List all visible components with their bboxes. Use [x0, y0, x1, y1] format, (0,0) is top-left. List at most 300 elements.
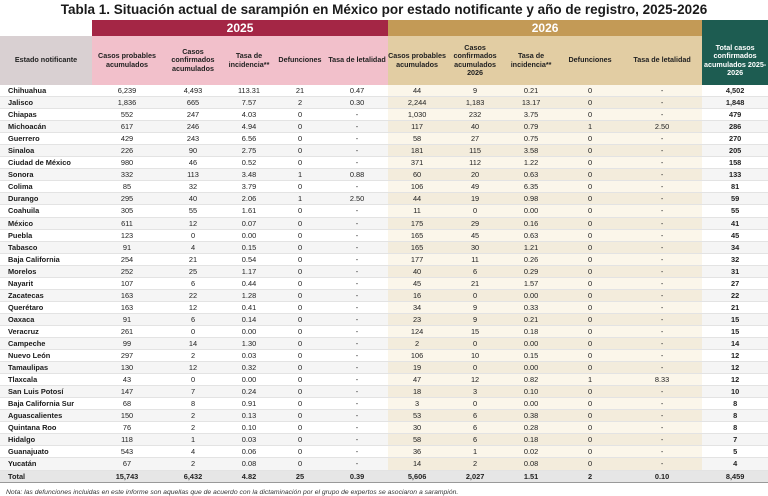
total-year-band — [702, 20, 768, 36]
total-row — [0, 470, 768, 482]
cell-2026-tasa: 0.15 — [504, 350, 558, 362]
cell-total: 8 — [702, 398, 768, 410]
cell-2025-probables: 118 — [92, 434, 162, 446]
cell-total: 158 — [702, 157, 768, 169]
table-row — [0, 85, 768, 97]
cell-total: 133 — [702, 169, 768, 181]
cell-estado: Morelos — [0, 265, 92, 277]
cell-2025-letalidad: - — [326, 157, 388, 169]
cell-2025-letalidad: - — [326, 241, 388, 253]
cell-2025-letalidad: - — [326, 398, 388, 410]
cell-2026-defunciones: 0 — [558, 386, 622, 398]
total-cell-estado: Total — [0, 470, 92, 482]
cell-2026-defunciones: 0 — [558, 325, 622, 337]
cell-2025-letalidad: - — [326, 313, 388, 325]
cell-2026-confirmados: 20 — [446, 169, 504, 181]
cell-2026-defunciones: 0 — [558, 205, 622, 217]
cell-2026-defunciones: 0 — [558, 289, 622, 301]
cell-2026-probables: 23 — [388, 313, 446, 325]
cell-2025-probables: 107 — [92, 277, 162, 289]
cell-2025-defunciones: 0 — [274, 133, 326, 145]
total-cell-2026-tasa: 1.51 — [504, 470, 558, 482]
cell-2025-letalidad: - — [326, 374, 388, 386]
cell-2025-letalidad: 0.88 — [326, 169, 388, 181]
cell-total: 12 — [702, 362, 768, 374]
cell-estado: Durango — [0, 193, 92, 205]
table-row — [0, 145, 768, 157]
cell-total: 7 — [702, 434, 768, 446]
cell-2025-defunciones: 0 — [274, 386, 326, 398]
cell-2026-defunciones: 0 — [558, 277, 622, 289]
cell-2026-confirmados: 2 — [446, 458, 504, 470]
cell-2026-letalidad: - — [622, 446, 702, 458]
table-row — [0, 241, 768, 253]
cell-2025-letalidad: - — [326, 446, 388, 458]
cell-2025-probables: 130 — [92, 362, 162, 374]
cell-2025-probables: 980 — [92, 157, 162, 169]
cell-estado: Baja California Sur — [0, 398, 92, 410]
cell-2025-defunciones: 0 — [274, 181, 326, 193]
col-header-estado: Estado notificante — [0, 36, 92, 85]
cell-2026-letalidad: 2.50 — [622, 121, 702, 133]
cell-2026-tasa: 0.10 — [504, 386, 558, 398]
cell-2026-tasa: 1.21 — [504, 241, 558, 253]
cell-2026-tasa: 0.79 — [504, 121, 558, 133]
cell-2026-letalidad: - — [622, 205, 702, 217]
cell-2026-tasa: 0.38 — [504, 410, 558, 422]
table-row — [0, 109, 768, 121]
cell-2026-tasa: 0.28 — [504, 422, 558, 434]
cell-2025-tasa: 0.00 — [224, 374, 274, 386]
cell-2025-probables: 617 — [92, 121, 162, 133]
total-cell-2025-defunciones: 25 — [274, 470, 326, 482]
cell-2025-letalidad: - — [326, 289, 388, 301]
cell-total: 12 — [702, 350, 768, 362]
cell-2026-letalidad: - — [622, 350, 702, 362]
cell-2025-confirmados: 243 — [162, 133, 224, 145]
cell-2025-probables: 43 — [92, 374, 162, 386]
cell-2026-confirmados: 112 — [446, 157, 504, 169]
cell-2025-tasa: 1.28 — [224, 289, 274, 301]
cell-2025-tasa: 0.03 — [224, 434, 274, 446]
cell-2025-defunciones: 0 — [274, 277, 326, 289]
cell-2026-tasa: 0.16 — [504, 217, 558, 229]
cell-2026-defunciones: 0 — [558, 410, 622, 422]
cell-2025-defunciones: 0 — [274, 325, 326, 337]
cell-2025-probables: 99 — [92, 337, 162, 349]
cell-2026-defunciones: 0 — [558, 265, 622, 277]
cell-2026-tasa: 0.21 — [504, 85, 558, 97]
total-cell-2026-letalidad: 0.10 — [622, 470, 702, 482]
cell-2025-tasa: 2.06 — [224, 193, 274, 205]
cell-2025-tasa: 0.10 — [224, 422, 274, 434]
cell-2026-probables: 106 — [388, 350, 446, 362]
cell-2025-letalidad: - — [326, 145, 388, 157]
table-row — [0, 313, 768, 325]
cell-total: 205 — [702, 145, 768, 157]
cell-2025-probables: 147 — [92, 386, 162, 398]
cell-2025-confirmados: 0 — [162, 325, 224, 337]
cell-2025-letalidad: - — [326, 350, 388, 362]
cell-2025-probables: 611 — [92, 217, 162, 229]
total-cell-2025-tasa: 4.82 — [224, 470, 274, 482]
cell-2026-letalidad: - — [622, 145, 702, 157]
cell-2026-defunciones: 0 — [558, 109, 622, 121]
cell-total: 15 — [702, 313, 768, 325]
table-title: Tabla 1. Situación actual de sarampión en México por estado notificante y año de registro, 2025-2026 — [60, 2, 708, 17]
cell-2026-defunciones: 0 — [558, 85, 622, 97]
cell-estado: Coahuila — [0, 205, 92, 217]
cell-2026-probables: 47 — [388, 374, 446, 386]
cell-2025-tasa: 1.61 — [224, 205, 274, 217]
cell-estado: Tabasco — [0, 241, 92, 253]
cell-estado: México — [0, 217, 92, 229]
cell-2026-probables: 2 — [388, 337, 446, 349]
cell-2026-confirmados: 11 — [446, 253, 504, 265]
cell-2026-probables: 53 — [388, 410, 446, 422]
table-row — [0, 422, 768, 434]
table-row — [0, 121, 768, 133]
cell-2026-confirmados: 9 — [446, 301, 504, 313]
col-header-2025-defunciones: Defunciones — [274, 36, 326, 85]
cell-2026-letalidad: - — [622, 109, 702, 121]
cell-2026-confirmados: 21 — [446, 277, 504, 289]
footnote: Nota: las defunciones incluidas en este informe son aquellas que de acuerdo con la dictaminación por el grupo de expertos se asociaron a sarampión. — [6, 488, 459, 496]
cell-2025-tasa: 0.07 — [224, 217, 274, 229]
cell-2025-tasa: 0.91 — [224, 398, 274, 410]
cell-2026-defunciones: 1 — [558, 374, 622, 386]
cell-2025-defunciones: 0 — [274, 458, 326, 470]
cell-2025-letalidad: - — [326, 434, 388, 446]
cell-2026-confirmados: 6 — [446, 422, 504, 434]
cell-2026-tasa: 13.17 — [504, 97, 558, 109]
cell-estado: Oaxaca — [0, 313, 92, 325]
blank-corner — [0, 20, 92, 36]
cell-2025-confirmados: 4 — [162, 241, 224, 253]
cell-2026-defunciones: 0 — [558, 337, 622, 349]
cell-2026-probables: 11 — [388, 205, 446, 217]
cell-2025-tasa: 0.08 — [224, 458, 274, 470]
cell-2025-confirmados: 4,493 — [162, 85, 224, 97]
cell-2026-tasa: 0.33 — [504, 301, 558, 313]
col-header-2026-tasa: Tasa de incidencia** — [504, 36, 558, 85]
cell-2025-tasa: 0.41 — [224, 301, 274, 313]
cell-2026-defunciones: 0 — [558, 434, 622, 446]
table-row — [0, 374, 768, 386]
cell-2025-probables: 163 — [92, 289, 162, 301]
cell-2025-tasa: 113.31 — [224, 85, 274, 97]
cell-2025-defunciones: 0 — [274, 229, 326, 241]
cell-estado: Nayarit — [0, 277, 92, 289]
cell-2026-probables: 3 — [388, 398, 446, 410]
table-row — [0, 337, 768, 349]
table-row — [0, 133, 768, 145]
cell-2026-confirmados: 0 — [446, 289, 504, 301]
cell-2026-tasa: 0.18 — [504, 434, 558, 446]
table-row — [0, 181, 768, 193]
cell-2025-letalidad: - — [326, 325, 388, 337]
cell-estado: Jalisco — [0, 97, 92, 109]
cell-2026-letalidad: - — [622, 133, 702, 145]
cell-2026-probables: 58 — [388, 434, 446, 446]
col-header-2026-probables: Casos probables acumulados — [388, 36, 446, 85]
cell-estado: Quintana Roo — [0, 422, 92, 434]
cell-total: 8 — [702, 410, 768, 422]
cell-2025-letalidad: - — [326, 181, 388, 193]
cell-2025-probables: 67 — [92, 458, 162, 470]
cell-2026-defunciones: 0 — [558, 301, 622, 313]
table-row — [0, 386, 768, 398]
cell-2025-letalidad: - — [326, 205, 388, 217]
cell-2026-probables: 181 — [388, 145, 446, 157]
cell-2026-defunciones: 0 — [558, 145, 622, 157]
cell-2025-letalidad: - — [326, 422, 388, 434]
cell-2026-confirmados: 27 — [446, 133, 504, 145]
cell-2025-probables: 91 — [92, 313, 162, 325]
cell-2026-confirmados: 1,183 — [446, 97, 504, 109]
cell-2026-letalidad: - — [622, 217, 702, 229]
col-header-2025-tasa: Tasa de incidencia** — [224, 36, 274, 85]
cell-2025-defunciones: 0 — [274, 289, 326, 301]
cell-total: 12 — [702, 374, 768, 386]
cell-2025-tasa: 3.48 — [224, 169, 274, 181]
cell-2026-probables: 165 — [388, 241, 446, 253]
cell-2025-tasa: 0.44 — [224, 277, 274, 289]
cell-2025-tasa: 0.32 — [224, 362, 274, 374]
cell-2025-letalidad: - — [326, 386, 388, 398]
cell-estado: Chihuahua — [0, 85, 92, 97]
cell-2026-confirmados: 29 — [446, 217, 504, 229]
cell-2026-letalidad: - — [622, 169, 702, 181]
table-row — [0, 301, 768, 313]
cell-estado: San Luis Potosí — [0, 386, 92, 398]
cell-2026-confirmados: 49 — [446, 181, 504, 193]
cell-2025-defunciones: 0 — [274, 253, 326, 265]
cell-2025-letalidad: - — [326, 229, 388, 241]
cell-2025-tasa: 0.15 — [224, 241, 274, 253]
cell-2025-probables: 332 — [92, 169, 162, 181]
cell-total: 14 — [702, 337, 768, 349]
cell-2025-tasa: 7.57 — [224, 97, 274, 109]
cell-2026-probables: 19 — [388, 362, 446, 374]
cell-estado: Zacatecas — [0, 289, 92, 301]
cell-2025-defunciones: 0 — [274, 217, 326, 229]
table-row — [0, 325, 768, 337]
cell-2026-defunciones: 0 — [558, 446, 622, 458]
cell-2026-confirmados: 45 — [446, 229, 504, 241]
cell-total: 27 — [702, 277, 768, 289]
cell-2025-tasa: 2.75 — [224, 145, 274, 157]
total-cell-2026-confirmados: 2,027 — [446, 470, 504, 482]
cell-total: 34 — [702, 241, 768, 253]
table-row — [0, 169, 768, 181]
cell-2025-defunciones: 0 — [274, 410, 326, 422]
cell-2025-defunciones: 0 — [274, 337, 326, 349]
cell-2025-confirmados: 12 — [162, 362, 224, 374]
cell-2025-confirmados: 7 — [162, 386, 224, 398]
cell-estado: Querétaro — [0, 301, 92, 313]
cell-2025-tasa: 0.06 — [224, 446, 274, 458]
cell-2025-probables: 150 — [92, 410, 162, 422]
cell-2025-tasa: 0.54 — [224, 253, 274, 265]
cell-2025-confirmados: 1 — [162, 434, 224, 446]
table-row — [0, 205, 768, 217]
cell-2026-probables: 16 — [388, 289, 446, 301]
cell-2026-letalidad: - — [622, 277, 702, 289]
year-2026-header: 2026 — [388, 20, 702, 36]
cell-2025-letalidad: - — [326, 458, 388, 470]
cell-2026-tasa: 0.00 — [504, 289, 558, 301]
cell-2026-defunciones: 0 — [558, 217, 622, 229]
cell-2025-confirmados: 8 — [162, 398, 224, 410]
cell-2026-confirmados: 1 — [446, 446, 504, 458]
cell-2025-defunciones: 0 — [274, 241, 326, 253]
cell-2026-confirmados: 40 — [446, 121, 504, 133]
table-row — [0, 157, 768, 169]
cell-total: 41 — [702, 217, 768, 229]
table-row — [0, 362, 768, 374]
cell-2025-letalidad: - — [326, 253, 388, 265]
cell-2025-probables: 226 — [92, 145, 162, 157]
cell-2026-tasa: 0.82 — [504, 374, 558, 386]
cell-2026-probables: 177 — [388, 253, 446, 265]
cell-2025-confirmados: 12 — [162, 301, 224, 313]
cell-2026-tasa: 0.02 — [504, 446, 558, 458]
cell-2026-tasa: 0.08 — [504, 458, 558, 470]
cell-2026-confirmados: 6 — [446, 265, 504, 277]
col-header-2025-confirmados: Casos confirmados acumulados — [162, 36, 224, 85]
cell-2026-tasa: 0.00 — [504, 398, 558, 410]
cell-2025-confirmados: 22 — [162, 289, 224, 301]
cell-2026-letalidad: - — [622, 386, 702, 398]
total-cell-2025-letalidad: 0.39 — [326, 470, 388, 482]
cell-2025-confirmados: 40 — [162, 193, 224, 205]
cell-2025-tasa: 0.00 — [224, 229, 274, 241]
cell-2026-confirmados: 12 — [446, 374, 504, 386]
cell-2025-tasa: 0.52 — [224, 157, 274, 169]
cell-2025-letalidad: - — [326, 362, 388, 374]
cell-2025-defunciones: 0 — [274, 265, 326, 277]
cell-2026-probables: 45 — [388, 277, 446, 289]
cell-2025-probables: 305 — [92, 205, 162, 217]
cell-2025-probables: 123 — [92, 229, 162, 241]
cell-estado: Yucatán — [0, 458, 92, 470]
cell-estado: Sinaloa — [0, 145, 92, 157]
cell-2025-tasa: 1.17 — [224, 265, 274, 277]
cell-2025-probables: 85 — [92, 181, 162, 193]
cell-2026-letalidad: - — [622, 253, 702, 265]
table-row — [0, 446, 768, 458]
total-cell-2026-defunciones: 2 — [558, 470, 622, 482]
cell-2026-letalidad: - — [622, 410, 702, 422]
cell-2026-probables: 117 — [388, 121, 446, 133]
cell-2025-tasa: 0.24 — [224, 386, 274, 398]
cell-2025-letalidad: - — [326, 133, 388, 145]
cell-2026-probables: 40 — [388, 265, 446, 277]
col-header-total: Total casos confirmados acumulados 2025-2026 — [702, 36, 768, 85]
cell-estado: Colima — [0, 181, 92, 193]
cell-2026-tasa: 0.00 — [504, 205, 558, 217]
cell-2025-tasa: 0.14 — [224, 313, 274, 325]
cell-2025-defunciones: 0 — [274, 121, 326, 133]
cell-2025-probables: 163 — [92, 301, 162, 313]
table-row — [0, 398, 768, 410]
cell-2025-defunciones: 0 — [274, 205, 326, 217]
cell-2025-probables: 1,836 — [92, 97, 162, 109]
cell-2025-defunciones: 0 — [274, 446, 326, 458]
cell-2025-defunciones: 0 — [274, 157, 326, 169]
cell-2025-tasa: 4.94 — [224, 121, 274, 133]
cell-2026-defunciones: 0 — [558, 169, 622, 181]
table-row — [0, 193, 768, 205]
cell-2026-tasa: 0.00 — [504, 362, 558, 374]
cell-2026-tasa: 1.57 — [504, 277, 558, 289]
cell-2025-defunciones: 0 — [274, 301, 326, 313]
cell-2026-defunciones: 0 — [558, 350, 622, 362]
cell-2025-confirmados: 0 — [162, 374, 224, 386]
total-cell-2025-confirmados: 6,432 — [162, 470, 224, 482]
col-header-2025-letalidad: Tasa de letalidad — [326, 36, 388, 85]
cell-2026-probables: 165 — [388, 229, 446, 241]
table-row — [0, 277, 768, 289]
table-row — [0, 458, 768, 470]
total-cell-2025-probables: 15,743 — [92, 470, 162, 482]
cell-2025-probables: 76 — [92, 422, 162, 434]
cell-2026-tasa: 3.75 — [504, 109, 558, 121]
cell-2026-confirmados: 115 — [446, 145, 504, 157]
cell-2025-defunciones: 2 — [274, 97, 326, 109]
cell-2026-letalidad: - — [622, 85, 702, 97]
cell-total: 479 — [702, 109, 768, 121]
cell-2026-defunciones: 0 — [558, 458, 622, 470]
cell-2026-letalidad: - — [622, 362, 702, 374]
cell-total: 21 — [702, 301, 768, 313]
cell-2026-tasa: 1.22 — [504, 157, 558, 169]
cell-2025-defunciones: 0 — [274, 374, 326, 386]
cell-2025-tasa: 0.03 — [224, 350, 274, 362]
cell-2025-confirmados: 21 — [162, 253, 224, 265]
cell-2025-probables: 254 — [92, 253, 162, 265]
cell-2026-defunciones: 0 — [558, 422, 622, 434]
cell-2026-letalidad: - — [622, 337, 702, 349]
cell-2026-probables: 30 — [388, 422, 446, 434]
cell-2026-confirmados: 0 — [446, 205, 504, 217]
cell-2025-tasa: 3.79 — [224, 181, 274, 193]
cell-2025-tasa: 1.30 — [224, 337, 274, 349]
col-header-2026-letalidad: Tasa de letalidad — [622, 36, 702, 85]
cell-2025-confirmados: 6 — [162, 313, 224, 325]
cell-2026-probables: 44 — [388, 85, 446, 97]
cell-2025-probables: 543 — [92, 446, 162, 458]
table-row — [0, 229, 768, 241]
cell-estado: Chiapas — [0, 109, 92, 121]
cell-2025-confirmados: 0 — [162, 229, 224, 241]
cell-2025-confirmados: 2 — [162, 350, 224, 362]
cell-2026-letalidad: - — [622, 422, 702, 434]
cell-2025-defunciones: 1 — [274, 169, 326, 181]
cell-2025-probables: 552 — [92, 109, 162, 121]
cell-total: 15 — [702, 325, 768, 337]
cell-estado: Tamaulipas — [0, 362, 92, 374]
cell-estado: Campeche — [0, 337, 92, 349]
cell-2025-defunciones: 0 — [274, 313, 326, 325]
cell-total: 55 — [702, 205, 768, 217]
cell-2025-letalidad: - — [326, 121, 388, 133]
cell-2026-letalidad: - — [622, 181, 702, 193]
cell-2026-tasa: 6.35 — [504, 181, 558, 193]
cell-2025-confirmados: 4 — [162, 446, 224, 458]
table-row — [0, 265, 768, 277]
